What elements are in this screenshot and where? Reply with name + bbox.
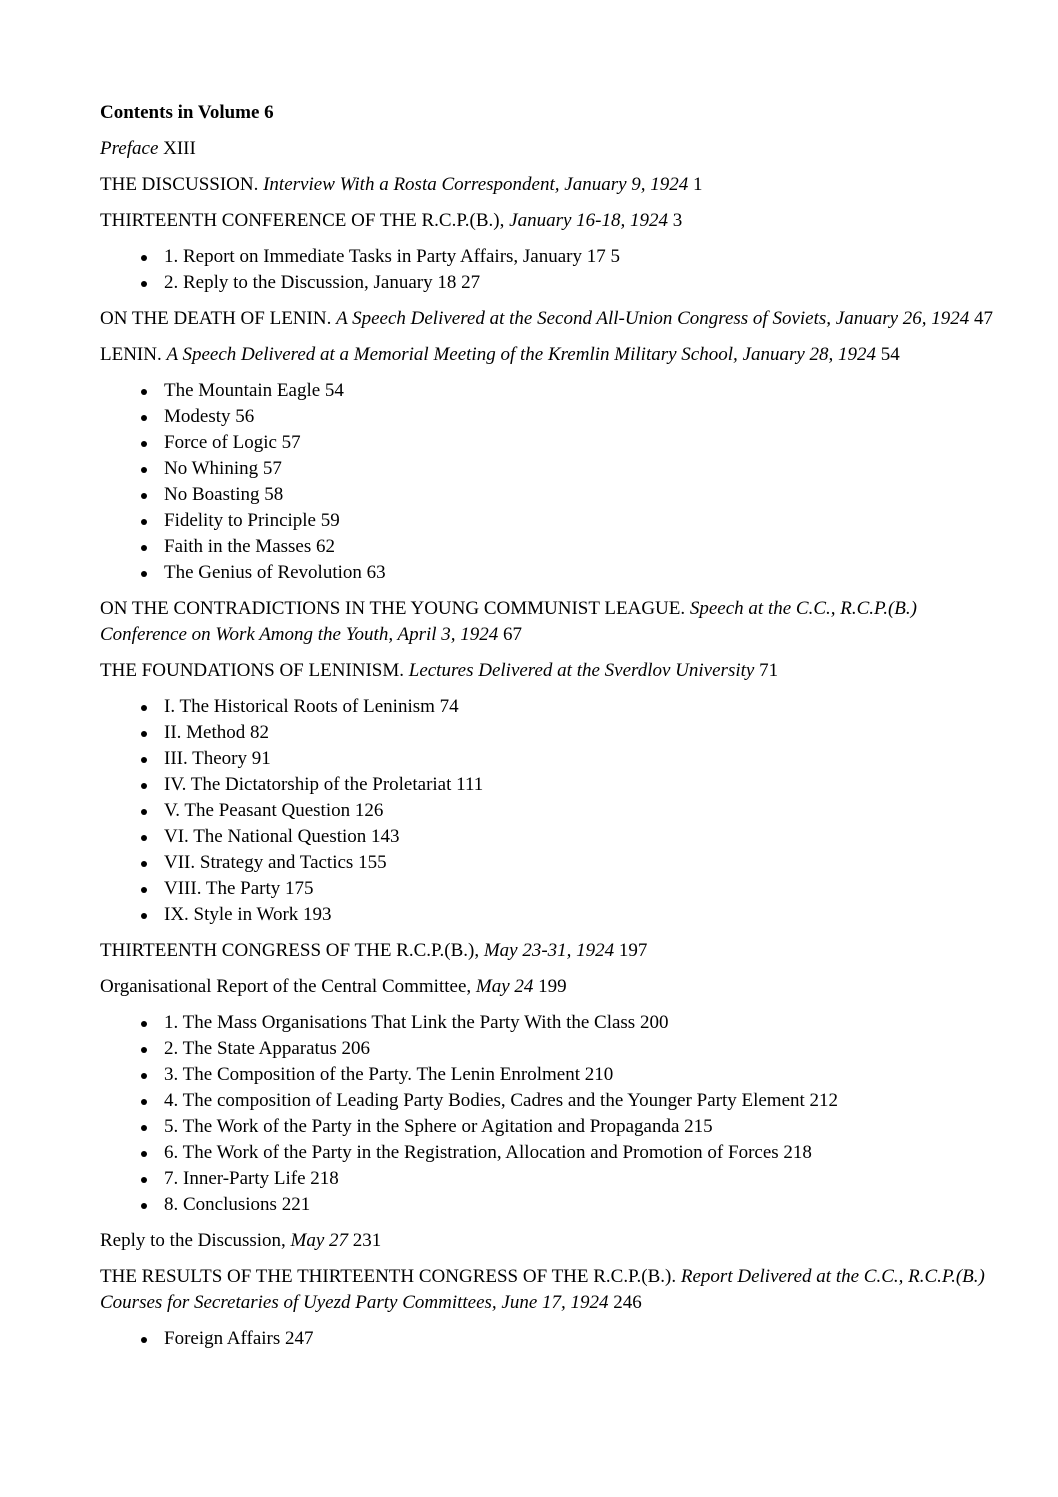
entry-subtitle: Lectures Delivered at the Sverdlov University <box>408 660 755 681</box>
toc-entry-contradictions <box>100 596 998 648</box>
entry-subtitle: May 23-31, 1924 <box>483 940 615 961</box>
toc-entry-lenin <box>100 342 998 368</box>
entry-subtitle: Report Delivered at the C.C., R.C.P.(B.) Courses for Secretaries of Uyezd Party Committees, June 17, 1924 <box>100 1266 985 1313</box>
entry-caps: THIRTEENTH CONGRESS OF THE R.C.P.(B.), <box>100 940 484 961</box>
entry-caps: Organisational Report of the Central Committee, <box>100 976 476 997</box>
toc-subitem: Fidelity to Principle 59 <box>100 508 998 534</box>
toc-subitem: VI. The National Question 143 <box>100 824 998 850</box>
toc-subitem: 5. The Work of the Party in the Sphere or Agitation and Propaganda 215 <box>100 1114 998 1140</box>
entry-subtitle: January 16-18, 1924 <box>509 210 668 231</box>
toc-entry-preface <box>100 136 998 162</box>
toc-subitem: VII. Strategy and Tactics 155 <box>100 850 998 876</box>
entry-caps: THE FOUNDATIONS OF LENINISM. <box>100 660 409 681</box>
entry-page: 1 <box>688 174 703 195</box>
toc-subitem: No Whining 57 <box>100 456 998 482</box>
entry-page: XIII <box>158 138 196 159</box>
page-title: Contents in Volume 6 <box>100 102 274 123</box>
toc-subitem: 4. The composition of Leading Party Bodies, Cadres and the Younger Party Element 212 <box>100 1088 998 1114</box>
entry-caps: Reply to the Discussion, <box>100 1230 291 1251</box>
toc-subitem: 2. The State Apparatus 206 <box>100 1036 998 1062</box>
entry-subtitle: A Speech Delivered at the Second All-Union Congress of Soviets, January 26, 1924 <box>336 308 970 329</box>
toc-subitem: 1. The Mass Organisations That Link the Party With the Class 200 <box>100 1010 998 1036</box>
entry-page: 47 <box>969 308 994 329</box>
toc-subitem: The Genius of Revolution 63 <box>100 560 998 586</box>
toc-subitem: 3. The Composition of the Party. The Lenin Enrolment 210 <box>100 1062 998 1088</box>
toc-subitem: I. The Historical Roots of Leninism 74 <box>100 694 998 720</box>
entry-caps: THIRTEENTH CONFERENCE OF THE R.C.P.(B.), <box>100 210 510 231</box>
entry-page: 67 <box>498 624 523 645</box>
entry-caps: LENIN. <box>100 344 167 365</box>
toc-entry-conference13 <box>100 208 998 234</box>
toc-sublist-results <box>100 1326 998 1352</box>
toc-subitem: II. Method 82 <box>100 720 998 746</box>
entry-caps: ON THE DEATH OF LENIN. <box>100 308 337 329</box>
entry-caps: THE DISCUSSION. <box>100 174 264 195</box>
entry-page: 197 <box>614 940 648 961</box>
entry-page: 3 <box>667 210 683 231</box>
toc-subitem: 7. Inner-Party Life 218 <box>100 1166 998 1192</box>
entry-subtitle: Speech at the C.C., R.C.P.(B.) Conference on Work Among the Youth, April 3, 1924 <box>100 598 917 645</box>
toc-subitem: Modesty 56 <box>100 404 998 430</box>
entry-page: 71 <box>754 660 779 681</box>
toc-subitem: VIII. The Party 175 <box>100 876 998 902</box>
toc-entry-org-report <box>100 974 998 1000</box>
toc-subitem: 8. Conclusions 221 <box>100 1192 998 1218</box>
toc-subitem: Faith in the Masses 62 <box>100 534 998 560</box>
toc-entry-results <box>100 1264 998 1316</box>
toc-sublist-conference13 <box>100 244 998 296</box>
toc-subitem: Force of Logic 57 <box>100 430 998 456</box>
entry-page: 54 <box>876 344 900 365</box>
toc-sublist-lenin <box>100 378 998 586</box>
toc-subitem: 6. The Work of the Party in the Registration, Allocation and Promotion of Forces 218 <box>100 1140 998 1166</box>
entry-caps: ON THE CONTRADICTIONS IN THE YOUNG COMMUNIST LEAGUE. <box>100 598 690 619</box>
toc-entry-discussion <box>100 172 998 198</box>
toc-sublist-org-report <box>100 1010 998 1218</box>
entry-page: 231 <box>348 1230 382 1251</box>
toc-subitem: V. The Peasant Question 126 <box>100 798 998 824</box>
toc-entry-foundations <box>100 658 998 684</box>
toc-entry-death-lenin <box>100 306 998 332</box>
toc-subitem: No Boasting 58 <box>100 482 998 508</box>
entry-subtitle: May 27 <box>290 1230 349 1251</box>
entry-title: Preface <box>100 138 159 159</box>
toc-subitem: III. Theory 91 <box>100 746 998 772</box>
toc-entry-congress13 <box>100 938 998 964</box>
toc-entry-reply-may <box>100 1228 998 1254</box>
toc-subitem: Foreign Affairs 247 <box>100 1326 998 1352</box>
toc-subitem: The Mountain Eagle 54 <box>100 378 998 404</box>
entry-page: 199 <box>533 976 567 997</box>
entry-subtitle: May 24 <box>475 976 534 997</box>
entry-caps: THE RESULTS OF THE THIRTEENTH CONGRESS OF THE R.C.P.(B.). <box>100 1266 681 1287</box>
entry-subtitle: A Speech Delivered at a Memorial Meeting of the Kremlin Military School, January 28, 1924 <box>166 344 877 365</box>
toc-sublist-foundations <box>100 694 998 928</box>
toc-subitem: 2. Reply to the Discussion, January 18 27 <box>100 270 998 296</box>
toc-subitem: IX. Style in Work 193 <box>100 902 998 928</box>
toc-subitem: IV. The Dictatorship of the Proletariat 111 <box>100 772 998 798</box>
toc-subitem: 1. Report on Immediate Tasks in Party Affairs, January 17 5 <box>100 244 998 270</box>
entry-page: 246 <box>608 1292 642 1313</box>
entry-subtitle: Interview With a Rosta Correspondent, January 9, 1924 <box>263 174 689 195</box>
